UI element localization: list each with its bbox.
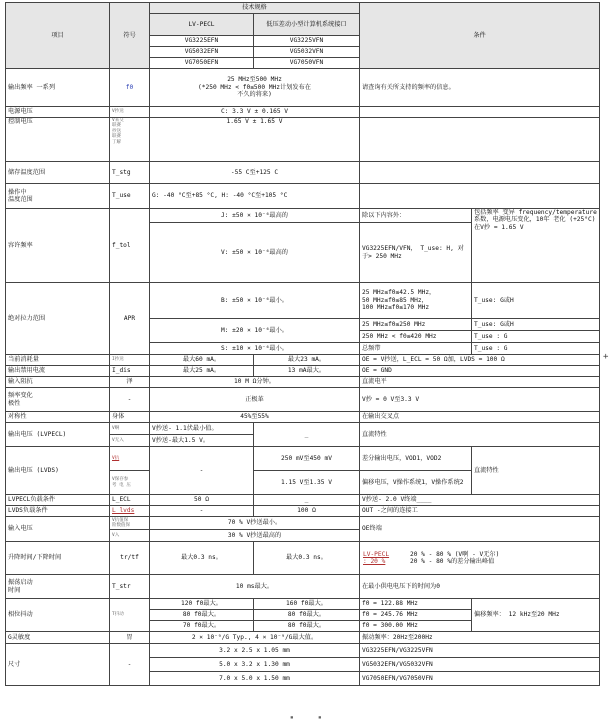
cond-lvds-load: OUT -之间的连接工 xyxy=(360,506,600,517)
lvpecl-model: VG3225EFN xyxy=(150,36,254,47)
cond-apr-1: 25 MHz≤f0≤42.5 MHz， 50 MHz≤f0≤85 MHz， 100 MHz≤f0≤170 MHz xyxy=(360,283,472,319)
spec-freq-tol-j: J: ±50 × 10⁻⁶最高的 xyxy=(150,209,360,223)
item-output-freq: 输出频率 一系列 xyxy=(6,69,110,107)
spec-apr-b: B: ±50 × 10⁻⁶最小。 xyxy=(150,283,360,319)
empty-cell xyxy=(360,162,600,184)
page-mark: ▪ xyxy=(318,714,322,721)
item-input-resistance: 输入阻抗 xyxy=(6,377,110,388)
cond-current: OE = V抄送，L_ECL = 50 Ω加，LVDS = 100 Ω xyxy=(360,355,600,366)
spec-dimension: 5.0 x 3.2 x 1.30 mm xyxy=(150,658,360,672)
symbol-lvds-out-b: V保存参 考 电 压 xyxy=(110,471,150,495)
symbol-freq-tolerance: f_tol xyxy=(110,209,150,283)
cond-freq-change: V抄 = 0 V至3.3 V xyxy=(360,388,600,412)
spec-jitter-l: 70 f0最大。 xyxy=(150,621,254,632)
symbol-output-freq: f0 xyxy=(110,69,150,107)
symbol-apr: APR xyxy=(110,283,150,355)
spec-lvpecl-load: 50 Ω xyxy=(150,495,254,506)
item-apr: 绝对拉力范围 xyxy=(6,283,110,355)
item-control-voltage: 控制电压 xyxy=(6,118,110,162)
item-operating-temp: 操作中 温度范围 xyxy=(6,184,110,209)
spec-jitter-r: 80 f0最大。 xyxy=(254,610,360,621)
cond-lvpecl-out: 直流特性 xyxy=(360,423,600,447)
lvpecl-model: VG7050EFN xyxy=(150,58,254,69)
symbol-lvds-out-a: V抗 xyxy=(110,447,150,471)
header-item: 项目 xyxy=(6,3,110,69)
empty-cell xyxy=(360,118,600,162)
spec-jitter-l: 80 f0最大。 xyxy=(150,610,254,621)
symbol-freq-change: - xyxy=(110,388,150,412)
cond-rise-fall-b: 20 % - 80 %的差分输出峰值 xyxy=(410,558,495,565)
spec-operating-temp: G: -40 °C至+85 °C, H: -40 °C至+105 °C xyxy=(150,184,360,209)
spec-jitter-r: 80 f0最大。 xyxy=(254,621,360,632)
cond-lvpecl-load: V抄送- 2.0 V终端____ xyxy=(360,495,600,506)
cond-apr-3: 250 MHz < f0≤420 MHz xyxy=(360,331,472,343)
cond-dimension: VG5032EFN/VG5032VFN xyxy=(360,658,600,672)
cond-apr-4: 总频带 xyxy=(360,343,472,355)
symbol-lvpecl-out-b: V无入 xyxy=(110,435,150,447)
header-lowvolt: 低压差动小型计算机系统接口 xyxy=(254,14,360,36)
cond-lvds-out-b: 偏移电压，V操作系统1，V操作系统2 xyxy=(360,471,472,495)
cond-jitter: f0 = 122.88 MHz xyxy=(360,599,472,610)
item-storage-temp: 储存温度范围 xyxy=(6,162,110,184)
cond-startup: 在最小供电电压下的时间为0 xyxy=(360,575,600,599)
cond-jitter: f0 = 245.76 MHz xyxy=(360,610,472,621)
item-symmetry: 对称性 xyxy=(6,412,110,423)
spec-lvds-load: 100 Ω xyxy=(254,506,360,517)
spec-current-l: 最大60 mA。 xyxy=(150,355,254,366)
symbol-rise-fall: tr/tf xyxy=(110,542,150,575)
note-freq-tolerance: 包括频率 变异 frequency/temperature 系数，电源电压变化，10年 老化 (+25°C) 在V抄 = 1.65 V xyxy=(472,209,600,283)
cond-apr-1r: T_use: G或H xyxy=(472,283,600,319)
symbol-symmetry: 身体 xyxy=(110,412,150,423)
cond-lvds-out-a: 差分输出电压，VOD1，VOD2 xyxy=(360,447,472,471)
add-icon[interactable]: + xyxy=(603,352,609,362)
symbol-control-voltage: V来交 联赛 抄送 联赛 丁解 xyxy=(110,118,150,162)
symbol-operating-temp: T_use xyxy=(110,184,150,209)
spec-startup: 10 ms最大。 xyxy=(150,575,360,599)
item-freq-tolerance: 容许频率 xyxy=(6,209,110,283)
item-supply-voltage: 电源电压 xyxy=(6,107,110,118)
cond-input-voltage: OE终端 xyxy=(360,517,600,542)
spec-input-voltage-a: 70 % V抄送最小。 xyxy=(150,517,360,530)
spec-freq-tol-v: V: ±50 × 10⁻⁶最高的 xyxy=(150,223,360,283)
cond-lvds-out-r: 直流特性 xyxy=(472,447,600,495)
lowvolt-model: VG3225VFN xyxy=(254,36,360,47)
cond-jitter-r: 偏移频率： 12 kHz至20 MHz xyxy=(472,599,600,632)
cond-output-freq: 请查询有关所支持的频率的信息。 xyxy=(360,69,600,107)
cond-symmetry: 在输出交叉点 xyxy=(360,412,600,423)
spec-table xyxy=(5,2,600,686)
spec-current-r: 最大23 mA。 xyxy=(254,355,360,366)
header-tech-spec: 技术规格 xyxy=(150,3,360,14)
cond-output-disable: OE = GND xyxy=(360,366,600,377)
symbol-lvds-load: L_lvds xyxy=(110,506,150,517)
header-conditions: 条件 xyxy=(360,3,600,69)
item-startup: 振荡启动 时间 xyxy=(6,575,110,599)
dash-lvpecl-out: _ xyxy=(254,423,360,447)
item-phase-jitter: 相位抖动 xyxy=(6,599,110,632)
spec-lvds-out-a: 250 mV至450 mV xyxy=(254,447,360,471)
lowvolt-model: VG7050VFN xyxy=(254,58,360,69)
item-lvds-out: 输出电压 (LVDS) xyxy=(6,447,110,495)
dash-lvds-load: - xyxy=(150,506,254,517)
page-mark: ▪ xyxy=(290,714,294,721)
header-symbol: 符号 xyxy=(110,3,150,69)
spec-input-voltage-b: 30 % V抄送最高的 xyxy=(150,530,360,542)
spec-control-voltage: 1.65 V ± 1.65 V xyxy=(150,118,360,162)
item-lvpecl-out: 输出电压 (LVPECL) xyxy=(6,423,110,447)
spec-symmetry: 45%至55% xyxy=(150,412,360,423)
symbol-input-voltage-b: V入 xyxy=(110,530,150,542)
spec-lvpecl-out-a: V抄送- 1.1伏最小值。 xyxy=(150,423,254,435)
symbol-g-sensitivity: 胃 xyxy=(110,632,150,644)
item-output-disable: 输出禁用电流 xyxy=(6,366,110,377)
header-lvpecl: LV-PECL xyxy=(150,14,254,36)
item-freq-change: 频率变化 极性 xyxy=(6,388,110,412)
cond-dimension: VG7050EFN/VG7050VFN xyxy=(360,672,600,686)
symbol-current: I抄送 xyxy=(110,355,150,366)
dash-lvpecl-load: _ xyxy=(254,495,360,506)
spec-storage-temp: -55 C至+125 C xyxy=(150,162,360,184)
cond-apr-2r: T_use: G或H xyxy=(472,319,600,331)
lvpecl-model: VG5032EFN xyxy=(150,47,254,58)
symbol-input-resistance: 泽 xyxy=(110,377,150,388)
spec-supply-voltage: C: 3.3 V ± 0.165 V xyxy=(150,107,360,118)
lowvolt-model: VG5032VFN xyxy=(254,47,360,58)
cond-rise-fall-a: 20 % - 80 % (V啊 - V无尔) xyxy=(410,550,500,558)
cond-apr-3r: T_use : G xyxy=(472,331,600,343)
spec-output-disable-r: 13 mA最大。 xyxy=(254,366,360,377)
item-dimensions: 尺寸 xyxy=(6,644,110,686)
cond-freq-tol-b: VG3225EFN/VFN， T_use: H, 对于> 250 MHz xyxy=(360,223,472,283)
empty-cell xyxy=(360,107,600,118)
cond-jitter: f0 = 300.00 MHz xyxy=(360,621,472,632)
cond-dimension: VG3225EFN/VG3225VFN xyxy=(360,644,600,658)
symbol-storage-temp: T_stg xyxy=(110,162,150,184)
item-rise-fall: 升降时间/下降时间 xyxy=(6,542,110,575)
spec-rise-fall-l: 最大0.3 ns。 xyxy=(150,542,254,575)
cond-g-sensitivity: 振动频率：20Hz至200Hz xyxy=(360,632,600,644)
symbol-lvpecl-load: L_ECL xyxy=(110,495,150,506)
item-lvds-load: LVDS负载条件 xyxy=(6,506,110,517)
item-input-voltage: 输入电压 xyxy=(6,517,110,542)
cond-apr-2: 25 MHz≤f0≤250 MHz xyxy=(360,319,472,331)
symbol-lvpecl-out-a: V啊 xyxy=(110,423,150,435)
spec-lvds-out-b: 1.15 V至1.35 V xyxy=(254,471,360,495)
symbol-output-disable: I_dis xyxy=(110,366,150,377)
spec-jitter-l: 120 f0最大。 xyxy=(150,599,254,610)
cond-apr-4r: T_use : G xyxy=(472,343,600,355)
symbol-supply-voltage: V抄送 xyxy=(110,107,150,118)
cond-input-resistance: 直流电平 xyxy=(360,377,600,388)
spec-freq-change: 正极革 xyxy=(150,388,360,412)
spec-apr-m: M: ±20 × 10⁻⁶最小。 xyxy=(150,319,360,343)
spec-output-freq: 25 MHz至500 MHz (*250 MHz < f0≤500 MHz计划发布在 不久的将来) xyxy=(150,69,360,107)
item-lvpecl-load: LVPECL负载条件 xyxy=(6,495,110,506)
spec-rise-fall-r: 最大0.3 ns。 xyxy=(254,542,360,575)
symbol-phase-jitter: T抖动 xyxy=(110,599,150,632)
symbol-dimensions: - xyxy=(110,644,150,686)
item-current: 当前消耗量 xyxy=(6,355,110,366)
cond-rise-fall-label: LV-PECL : 20 % xyxy=(363,550,390,565)
spec-input-resistance: 10 M Ω分钟。 xyxy=(150,377,360,388)
spec-apr-s: S: ±10 × 10⁻⁶最小。 xyxy=(150,343,360,355)
spec-dimension: 3.2 x 2.5 x 1.05 mm xyxy=(150,644,360,658)
symbol-startup: T_str xyxy=(110,575,150,599)
dash-lvds-out: - xyxy=(150,447,254,495)
spec-dimension: 7.0 x 5.0 x 1.50 mm xyxy=(150,672,360,686)
spec-output-disable-l: 最大25 mA。 xyxy=(150,366,254,377)
empty-cell xyxy=(360,184,600,209)
spec-jitter-r: 160 f0最大。 xyxy=(254,599,360,610)
item-g-sensitivity: G灵敏度 xyxy=(6,632,110,644)
spec-g-sensitivity: 2 × 10⁻⁹/G Typ., 4 × 10⁻⁹/G最大值。 xyxy=(150,632,360,644)
symbol-input-voltage-a: V抗值保 险数值保 xyxy=(110,517,150,530)
spec-lvpecl-out-b: V抄送-最大1.5 V。 xyxy=(150,435,254,447)
cond-freq-tol-a: 除以下内容外： xyxy=(360,209,472,223)
